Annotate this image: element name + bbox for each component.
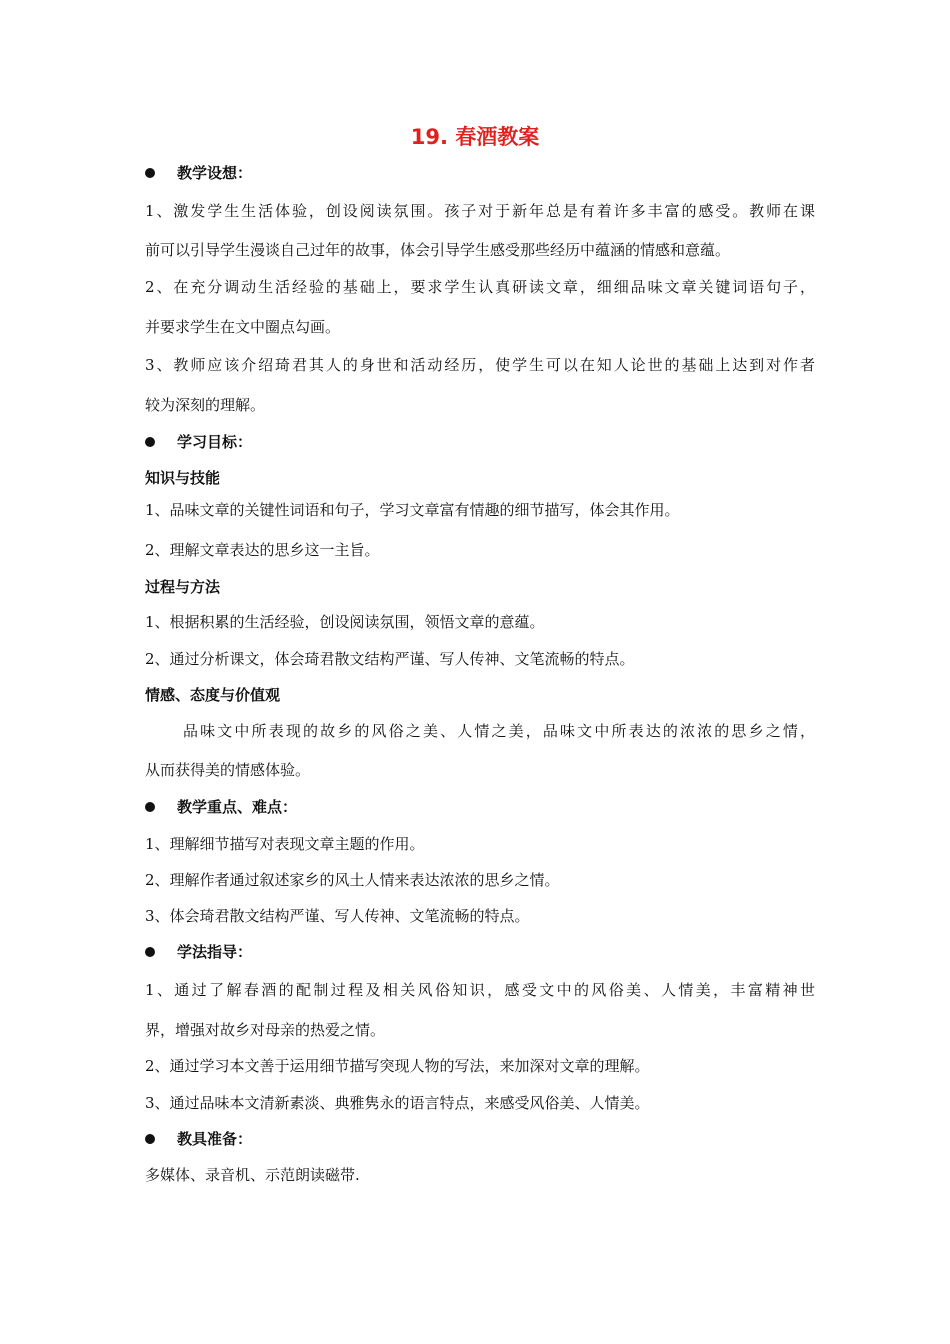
paragraph-line: 2、在充分调动生活经验的基础上，要求学生认真研读文章，细细品味文章关键词语句子， — [145, 278, 815, 296]
paragraph-line: 1、激发学生生活体验，创设阅读氛围。孩子对于新年总是有着许多丰富的感受。教师在课 — [145, 202, 815, 220]
section-heading-teaching-aids: 教具准备： — [145, 1128, 815, 1150]
subheading-process-method: 过程与方法 — [145, 578, 221, 596]
paragraph-line: 从而获得美的情感体验。 — [145, 761, 311, 779]
section-heading-study-guide: 学法指导： — [145, 941, 815, 963]
subheading-knowledge-skills: 知识与技能 — [145, 469, 221, 487]
paragraph-line: 并要求学生在文中圈点勾画。 — [145, 318, 341, 336]
paragraph-line: 较为深刻的理解。 — [145, 396, 266, 414]
list-item: 1、根据积累的生活经验，创设阅读氛围，领悟文章的意蕴。 — [145, 613, 545, 631]
list-item: 1、理解细节描写对表现文章主题的作用。 — [145, 835, 425, 853]
list-item: 2、通过学习本文善于运用细节描写突现人物的写法，来加深对文章的理解。 — [145, 1057, 650, 1075]
document-title: 19. 春酒教案 — [410, 125, 540, 149]
paragraph-line: 界，增强对故乡对母亲的热爱之情。 — [145, 1021, 386, 1039]
list-item: 3、通过品味本文清新素淡、典雅隽永的语言特点，来感受风俗美、人情美。 — [145, 1094, 650, 1112]
list-item: 3、体会琦君散文结构严谨、写人传神、文笔流畅的特点。 — [145, 907, 530, 925]
list-item: 多媒体、录音机、示范朗读磁带. — [145, 1166, 360, 1184]
list-item: 2、理解作者通过叙述家乡的风土人情来表达浓浓的思乡之情。 — [145, 871, 560, 889]
section-heading-learning-goals: 学习目标： — [145, 431, 815, 453]
section-heading-key-points: 教学重点、难点： — [145, 796, 815, 818]
section-heading-teaching-idea: 教学设想： — [145, 162, 815, 184]
paragraph-line: 1、通过了解春酒的配制过程及相关风俗知识，感受文中的风俗美、人情美，丰富精神世 — [145, 981, 815, 999]
subheading-emotion-values: 情感、态度与价值观 — [145, 686, 281, 704]
bullet-icon — [145, 168, 155, 178]
bullet-icon — [145, 1134, 155, 1144]
list-item: 2、理解文章表达的思乡这一主旨。 — [145, 541, 380, 559]
list-item: 1、品味文章的关键性词语和句子，学习文章富有情趣的细节描写，体会其作用。 — [145, 501, 680, 519]
paragraph-line: 前可以引导学生漫谈自己过年的故事，体会引导学生感受那些经历中蕴涵的情感和意蕴。 — [145, 241, 731, 259]
bullet-icon — [145, 437, 155, 447]
paragraph-line: 3、教师应该介绍琦君其人的身世和活动经历，使学生可以在知人论世的基础上达到对作者 — [145, 356, 815, 374]
bullet-icon — [145, 947, 155, 957]
bullet-icon — [145, 802, 155, 812]
paragraph-line: 品味文中所表现的故乡的风俗之美、人情之美，品味文中所表达的浓浓的思乡之情， — [183, 722, 815, 740]
list-item: 2、通过分析课文，体会琦君散文结构严谨、写人传神、文笔流畅的特点。 — [145, 650, 635, 668]
